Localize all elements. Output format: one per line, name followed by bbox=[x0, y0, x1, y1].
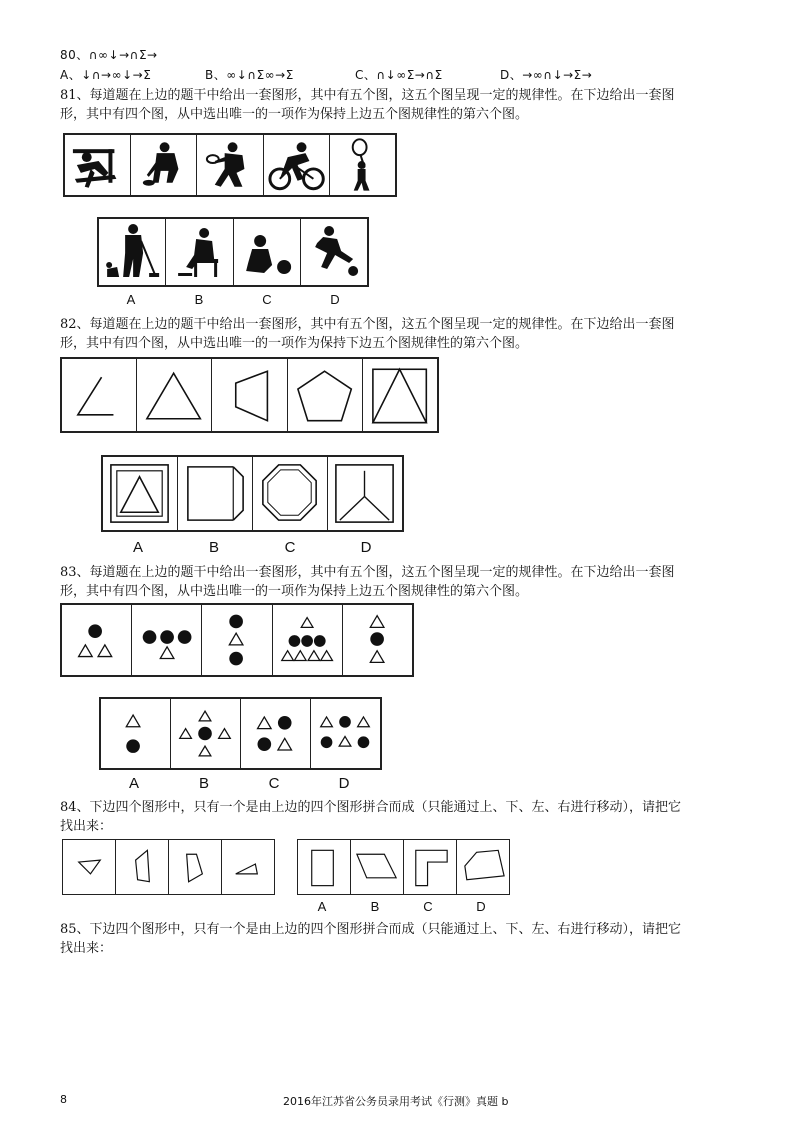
sweeper-with-dog-silhouette bbox=[99, 219, 165, 285]
triangle-in-double-square-shape bbox=[103, 457, 177, 530]
parallelogram-shape bbox=[351, 840, 403, 894]
q83-label-b: B bbox=[198, 775, 209, 792]
q81-answer-figure-b[interactable] bbox=[166, 219, 233, 285]
q81-text-line1: 81、每道题在上边的题干中给出一套图形，其中有五个图，这五个图呈现一定的规律性。在下边给出一套图 bbox=[60, 88, 675, 103]
q82-label-d: D bbox=[360, 539, 372, 556]
page-number: 8 bbox=[60, 1093, 67, 1106]
q80-stem: 80、∩∞↓→∩Σ→ bbox=[60, 48, 158, 62]
triangle-shape bbox=[137, 359, 211, 431]
q81-text-line2: 形，其中有四个图，从中选出唯一的一项作为保持上边五个图规律性的第六个图。 bbox=[60, 107, 529, 122]
q84-stem-figure-1 bbox=[63, 840, 116, 894]
q84-text-line1: 84、下边四个图形中，只有一个是由上边的四个图形拼合而成（只能通过上、下、左、右进行移动），请把它 bbox=[60, 800, 682, 815]
q83-answer-figure-a[interactable] bbox=[101, 699, 171, 768]
q81-answer-figure-c[interactable] bbox=[234, 219, 301, 285]
q82-label-a: A bbox=[132, 539, 143, 556]
q80-option-a: A、↓∩→∞↓→Σ bbox=[60, 68, 152, 82]
two-dots-one-triangle bbox=[202, 605, 271, 675]
q83-label-c: C bbox=[268, 775, 280, 792]
q83-answer-figure-b[interactable] bbox=[171, 699, 241, 768]
tall-quad-piece bbox=[116, 840, 168, 894]
q80-option-b: B、∞↓∩Σ∞→Σ bbox=[205, 68, 294, 82]
one-dot-two-triangles bbox=[62, 605, 131, 675]
q83-text-line1: 83、每道题在上边的题干中给出一套图形，其中有五个图，这五个图呈现一定的规律性。在下边给出一套图 bbox=[60, 565, 675, 580]
curling-player-silhouette bbox=[131, 135, 196, 195]
q82-stem-figure-2 bbox=[137, 359, 212, 431]
l-shape bbox=[404, 840, 456, 894]
q82-stem-figure-1 bbox=[62, 359, 137, 431]
q84-label-c: C bbox=[423, 899, 433, 914]
hurdle-athlete-silhouette bbox=[65, 135, 130, 195]
q83-stem-figure-4 bbox=[273, 605, 343, 675]
seated-person-on-bench-silhouette bbox=[166, 219, 232, 285]
q84-stem-figures bbox=[62, 839, 275, 895]
octagon-shape bbox=[253, 457, 327, 530]
q82-answer-figures bbox=[101, 455, 404, 532]
q81-stem-figure-4 bbox=[264, 135, 330, 195]
q81-label-b: B bbox=[194, 292, 204, 307]
q82-answer-figure-b[interactable] bbox=[178, 457, 253, 530]
q81-label-a: A bbox=[126, 292, 136, 307]
q80-option-d: D、→∞∩↓→Σ→ bbox=[500, 68, 593, 82]
q81-stem-figure-1 bbox=[65, 135, 131, 195]
q82-stem-figure-3 bbox=[212, 359, 287, 431]
q83-label-d: D bbox=[338, 775, 350, 792]
q81-stem-figures bbox=[63, 133, 397, 197]
soccer-kicker-silhouette bbox=[301, 219, 367, 285]
q81-stem-figure-2 bbox=[131, 135, 197, 195]
two-dots-two-triangles bbox=[241, 699, 310, 768]
square-with-bevel-shape bbox=[178, 457, 252, 530]
q84-stem-figure-3 bbox=[169, 840, 222, 894]
q83-label-a: A bbox=[128, 775, 139, 792]
q82-answer-figure-a[interactable] bbox=[103, 457, 178, 530]
flat-triangle-piece bbox=[222, 840, 274, 894]
rectangle-shape bbox=[298, 840, 350, 894]
q83-stem-figure-3 bbox=[202, 605, 272, 675]
q81-answer-figure-d[interactable] bbox=[301, 219, 367, 285]
q82-answer-figure-d[interactable] bbox=[328, 457, 402, 530]
child-with-ball-silhouette bbox=[234, 219, 300, 285]
rugby-player-silhouette bbox=[197, 135, 262, 195]
trapezoid-piece bbox=[169, 840, 221, 894]
q83-answer-figure-d[interactable] bbox=[311, 699, 380, 768]
q84-answer-figure-d[interactable] bbox=[457, 840, 509, 894]
q81-label-d: D bbox=[330, 292, 340, 307]
q83-stem-figure-1 bbox=[62, 605, 132, 675]
q82-label-c: C bbox=[284, 539, 296, 556]
q81-stem-figure-5 bbox=[330, 135, 395, 195]
q84-answer-figure-a[interactable] bbox=[298, 840, 351, 894]
triangle-in-square-shape bbox=[363, 359, 437, 431]
q83-stem-figure-5 bbox=[343, 605, 412, 675]
cyclist-silhouette bbox=[264, 135, 329, 195]
q81-label-c: C bbox=[262, 292, 272, 307]
q82-text-line2: 形，其中有四个图，从中选出唯一的一项作为保持下边五个图规律性的第六个图。 bbox=[60, 336, 529, 351]
pentagon-shape bbox=[288, 359, 362, 431]
three-dots-four-triangles bbox=[273, 605, 342, 675]
square-with-y-lines-shape bbox=[328, 457, 402, 530]
q83-text-line2: 形，其中有四个图，从中选出唯一的一项作为保持上边五个图规律性的第六个图。 bbox=[60, 584, 529, 599]
q83-stem-figures bbox=[60, 603, 414, 677]
three-dots-one-triangle bbox=[132, 605, 201, 675]
q84-answer-figures bbox=[297, 839, 510, 895]
q80-option-c: C、∩↓∞Σ→∩Σ bbox=[355, 68, 443, 82]
q83-stem-figure-2 bbox=[132, 605, 202, 675]
angle-shape bbox=[62, 359, 136, 431]
q82-text-line1: 82、每道题在上边的题干中给出一套图形，其中有五个图，这五个图呈现一定的规律性。在下边给出一套图 bbox=[60, 317, 675, 332]
q85-text-line1: 85、下边四个图形中，只有一个是由上边的四个图形拼合而成（只能通过上、下、左、右进行移动），请把它 bbox=[60, 922, 682, 937]
q84-answer-figure-c[interactable] bbox=[404, 840, 457, 894]
q81-stem-figure-3 bbox=[197, 135, 263, 195]
one-triangle-one-dot bbox=[101, 699, 170, 768]
small-wedge-piece bbox=[63, 840, 115, 894]
footer-title: 2016年江苏省公务员录用考试《行测》真题 b bbox=[283, 1095, 509, 1108]
gymnast-with-hoop-silhouette bbox=[330, 135, 395, 195]
q84-label-b: B bbox=[370, 899, 380, 914]
q85-text-line2: 找出来： bbox=[60, 941, 113, 956]
irregular-polygon-shape bbox=[457, 840, 509, 894]
q82-stem-figure-4 bbox=[288, 359, 363, 431]
q82-label-b: B bbox=[208, 539, 219, 556]
q84-stem-figure-2 bbox=[116, 840, 169, 894]
q81-answer-figures bbox=[97, 217, 369, 287]
q84-text-line2: 找出来： bbox=[60, 819, 113, 834]
q84-label-a: A bbox=[317, 899, 327, 914]
q82-stem-figure-5 bbox=[363, 359, 437, 431]
q84-label-d: D bbox=[476, 899, 486, 914]
q83-answer-figures bbox=[99, 697, 382, 770]
q81-answer-figure-a[interactable] bbox=[99, 219, 166, 285]
q84-answer-figure-b[interactable] bbox=[351, 840, 404, 894]
quadrilateral-shape bbox=[212, 359, 286, 431]
q84-stem-figure-4 bbox=[222, 840, 274, 894]
one-dot-four-triangles bbox=[171, 699, 240, 768]
q82-answer-figure-c[interactable] bbox=[253, 457, 328, 530]
four-dots-three-triangles bbox=[311, 699, 380, 768]
q82-stem-figures bbox=[60, 357, 439, 433]
one-dot-two-triangles-vertical bbox=[343, 605, 412, 675]
q83-answer-figure-c[interactable] bbox=[241, 699, 311, 768]
